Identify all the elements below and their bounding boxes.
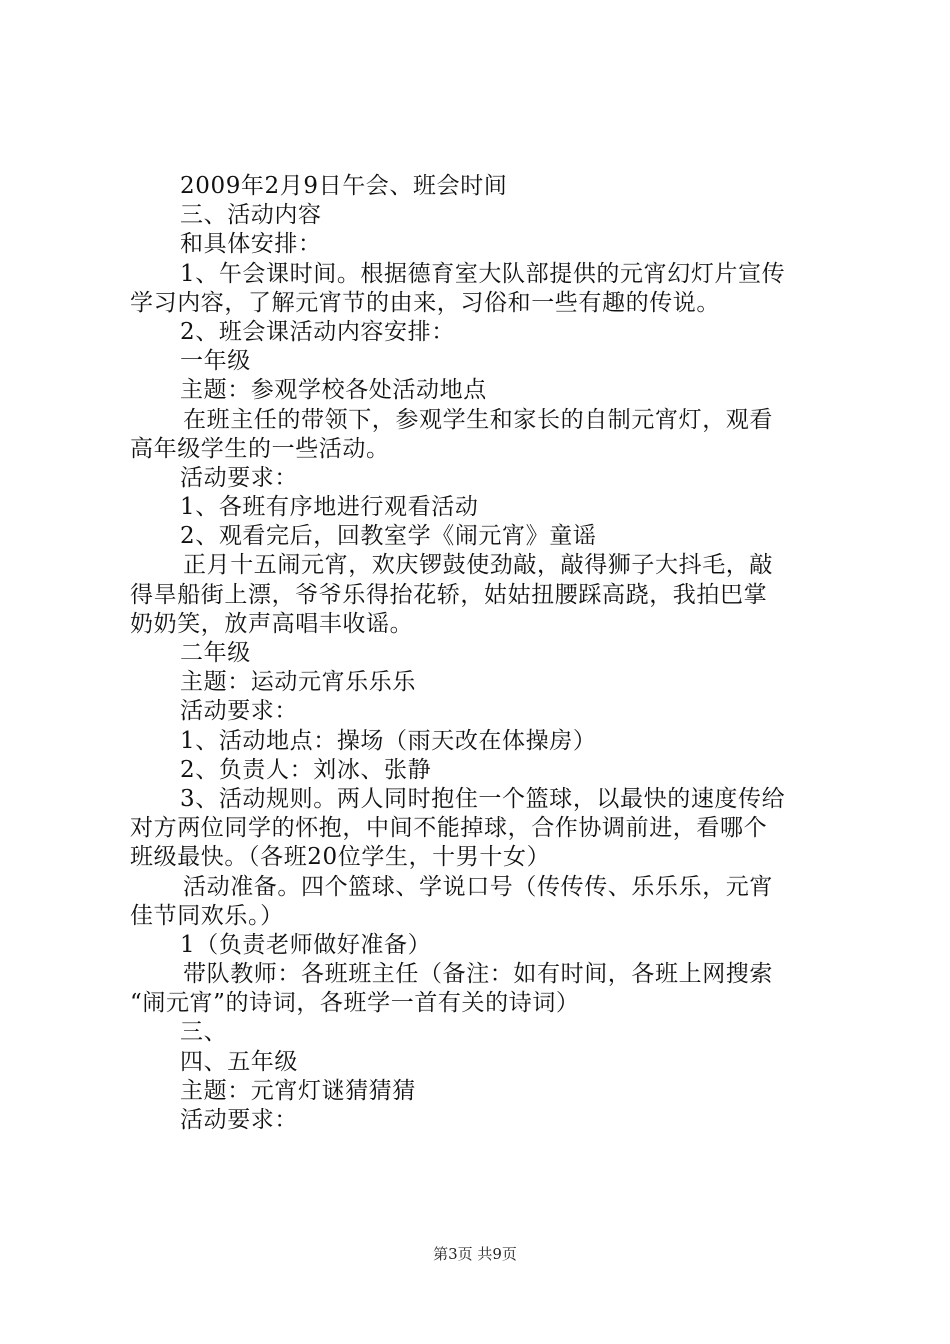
text-line: 2、观看完后，回教室学《闹元宵》童谣 <box>180 523 597 550</box>
text-line: 2、负责人：刘冰、张静 <box>180 756 432 783</box>
text-line: 学习内容，了解元宵节的由来，习俗和一些有趣的传说。 <box>130 289 720 316</box>
text-line: 三、活动内容 <box>180 202 322 229</box>
text-line: 三、 <box>180 1019 228 1046</box>
section-heading: 二年级 <box>180 640 251 666</box>
text-line: 1、各班有序地进行观看活动 <box>180 494 479 521</box>
text-line: 和具体安排： <box>180 231 322 258</box>
text-line: 主题：参观学校各处活动地点 <box>180 377 487 404</box>
text-line: 2、班会课活动内容安排： <box>180 318 455 345</box>
text-line: 带队教师：各班班主任（备注：如有时间，各班上网搜索 <box>183 961 773 988</box>
text-line: 主题：运动元宵乐乐乐 <box>180 669 416 696</box>
text-line: 班级最快。（各班20位学生，十男十女） <box>130 844 551 871</box>
page-number-footer: 第3页 共9页 <box>433 1245 517 1263</box>
text-line: 活动准备。四个篮球、学说口号（传传传、乐乐乐，元宵 <box>183 873 773 900</box>
text-line: 活动要求： <box>180 698 298 725</box>
text-line: 高年级学生的一些活动。 <box>130 435 390 462</box>
section-heading: 四、五年级 <box>180 1048 298 1075</box>
text-line: 1、活动地点：操场（雨天改在体操房） <box>180 727 597 754</box>
text-line: 在班主任的带领下，参观学生和家长的自制元宵灯，观看 <box>183 406 773 433</box>
text-line: 正月十五闹元宵，欢庆锣鼓使劲敲，敲得狮子大抖毛，敲 <box>183 552 773 579</box>
text-line: “闹元宵”的诗词，各班学一首有关的诗词） <box>130 990 580 1017</box>
text-line: 2009年2月9日午会、班会时间 <box>180 173 508 199</box>
section-heading: 一年级 <box>180 348 251 375</box>
text-line: 活动要求： <box>180 464 298 491</box>
document-body <box>130 172 835 1135</box>
text-line: 对方两位同学的怀抱，中间不能掉球，合作协调前进，看哪个 <box>130 815 768 842</box>
text-line: 1（负责老师做好准备） <box>180 931 432 958</box>
text-line: 得旱船街上漂，爷爷乐得抬花轿，姑姑扭腰踩高跷，我拍巴掌 <box>130 581 768 608</box>
text-line: 佳节同欢乐。） <box>130 902 284 929</box>
text-line: 1、午会课时间。根据德育室大队部提供的元宵幻灯片宣传 <box>180 260 786 287</box>
text-line: 主题：元宵灯谜猜猜猜 <box>180 1077 416 1104</box>
text-line: 3、活动规则。两人同时抱住一个篮球，以最快的速度传给 <box>180 785 786 812</box>
text-line: 奶奶笑，放声高唱丰收谣。 <box>130 610 414 637</box>
text-line: 活动要求： <box>180 1107 298 1133</box>
